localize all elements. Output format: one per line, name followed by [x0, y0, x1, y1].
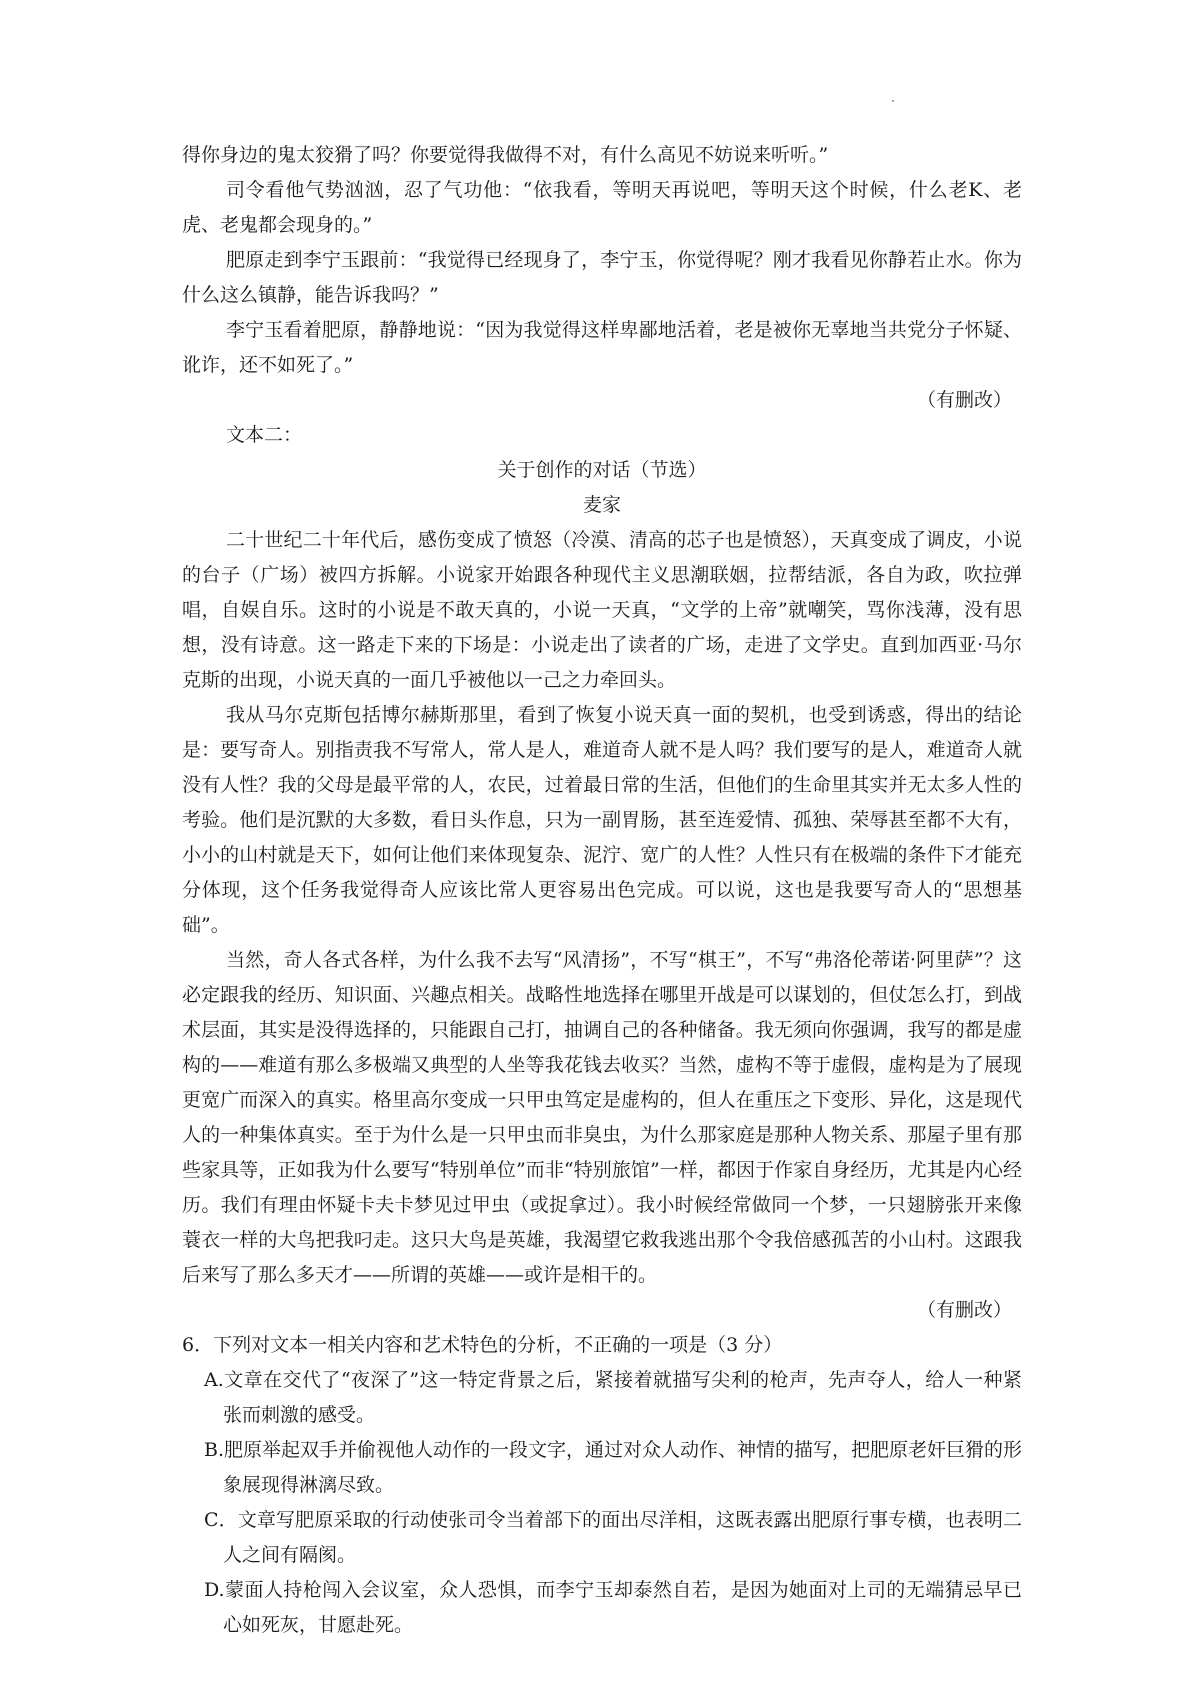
option-a: A.文章在交代了“夜深了”这一特定背景之后，紧接着就描写尖利的枪声，先声夺人，给人一种紧张而刺激的感受。 [204, 1369, 1022, 1426]
edit-note: （有删改） [916, 389, 1012, 411]
text2-paragraph: 我从马尔克斯包括博尔赫斯那里，看到了恢复小说天真一面的契机，也受到诱惑，得出的结论是：要写奇人。别指责我不写常人，常人是人，难道奇人就不是人吗？我们要写的是人，难道奇人就没有人性？我的父母是最平常的人，农民，过着最日常的生活，但他们的生命里其实并无太多人性的考验。他们是沉默的大多数，看日头作息，只为一副胃肠，甚至连爱情、孤独、荣辱甚至都不大有，小小的山村就是天下，如何让他们来体现复杂、泥泞、宽广的人性？人性只有在极端的条件下才能充分体现，这个任务我觉得奇人应该比常人更容易出色完成。可以说，这也是我要写奇人的“思想基础”。 [182, 704, 1022, 936]
text2-paragraph: 当然，奇人各式各样，为什么我不去写“风清扬”，不写“棋王”，不写“弗洛伦蒂诺·阿里萨”？这必定跟我的经历、知识面、兴趣点相关。战略性地选择在哪里开战是可以谋划的，但仗怎么打，到战术层面，其实是没得选择的，只能跟自己打，抽调自己的各种储备。我无须向你强调，我写的都是虚构的——难道有那么多极端又典型的人坐等我花钱去收买？当然，虚构不等于虚假，虚构是为了展现更宽广而深入的真实。格里高尔变成一只甲虫笃定是虚构的，但人在重压之下变形、异化，这是现代人的一种集体真实。至于为什么是一只甲虫而非臭虫，为什么那家庭是那种人物关系、那屋子里有那些家具等，正如我为什么要写“特别单位”而非“特别旅馆”一样，都因于作家自身经历，尤其是内心经历。我们有理由怀疑卡夫卡梦见过甲虫（或捉拿过）。我小时候经常做同一个梦，一只翅膀张开来像蓑衣一样的大鸟把我叼走。这只大鸟是英雄，我渴望它救我逃出那个令我倍感孤苦的小山村。这跟我后来写了那么多天才——所谓的英雄——或许是相干的。 [182, 949, 1022, 1286]
text1-paragraph: 司令看他气势汹汹，忍了气功他：“依我看，等明天再说吧，等明天这个时候，什么老K、老虎、老鬼都会现身的。” [182, 179, 1022, 236]
option-d: D.蒙面人持枪闯入会议室，众人恐惧，而李宁玉却泰然自若，是因为她面对上司的无端猜忌早已心如死灰，甘愿赴死。 [204, 1579, 1022, 1636]
text1-paragraph: 肥原走到李宁玉跟前：“我觉得已经现身了，李宁玉，你觉得呢？刚才我看见你静若止水。你为什么这么镇静，能告诉我吗？” [182, 249, 1022, 306]
option-b: B.肥原举起双手并偷视他人动作的一段文字，通过对众人动作、神情的描写，把肥原老奸巨猾的形象展现得淋漓尽致。 [204, 1439, 1023, 1496]
option-c: C．文章写肥原采取的行动使张司令当着部下的面出尽洋相，这既表露出肥原行事专横，也表明二人之间有隔阂。 [204, 1509, 1022, 1566]
text2-title: 关于创作的对话（节选） [497, 459, 707, 481]
scan-speck [892, 100, 894, 102]
text2-author: 麦家 [582, 494, 621, 516]
text2-paragraph: 二十世纪二十年代后，感伤变成了愤怒（冷漠、清高的芯子也是愤怒），天真变成了调皮，小说的台子（广场）被四方拆解。小说家开始跟各种现代主义思潮联姻，拉帮结派，各自为政，吹拉弹唱，自娱自乐。这时的小说是不敢天真的，小说一天真，“文学的上帝”就嘲笑，骂你浅薄，没有思想，没有诗意。这一路走下来的下场是：小说走出了读者的广场，走进了文学史。直到加西亚·马尔克斯的出现，小说天真的一面几乎被他以一己之力牵回头。 [182, 529, 1022, 691]
question-6: 6．下列对文本一相关内容和艺术特色的分析，不正确的一项是（3 分） [182, 1334, 783, 1356]
text2-label: 文本二： [226, 424, 303, 446]
edit-note: （有删改） [916, 1299, 1012, 1321]
exam-page [182, 138, 1022, 1643]
text1-paragraph: 得你身边的鬼太狡猾了吗？你要觉得我做得不对，有什么高见不妨说来听听。” [182, 144, 829, 166]
text1-paragraph: 李宁玉看着肥原，静静地说：“因为我觉得这样卑鄙地活着，老是被你无辜地当共党分子怀疑、讹诈，还不如死了。” [182, 319, 1022, 376]
